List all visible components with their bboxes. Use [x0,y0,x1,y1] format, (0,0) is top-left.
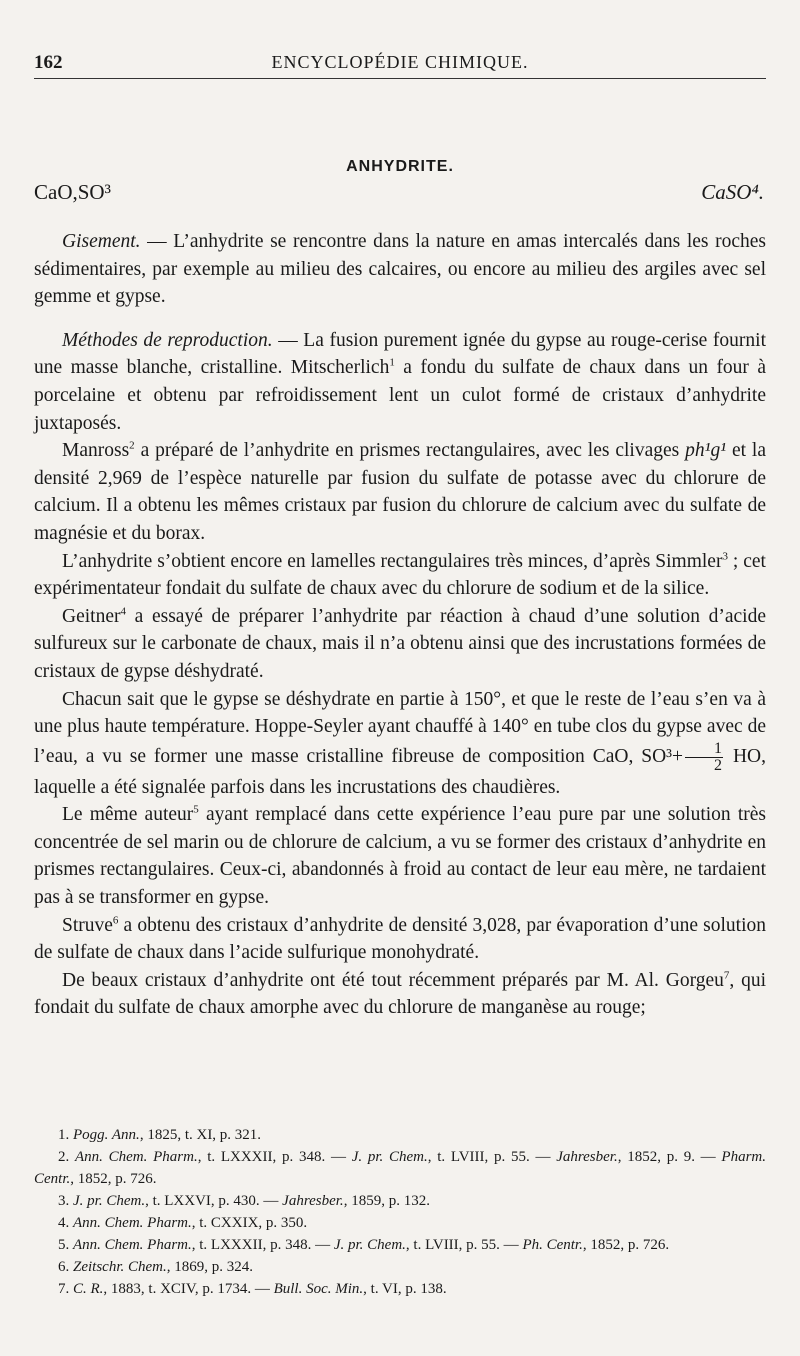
citation-detail: , 1883, t. XCIV, p. 1734. — [103,1281,274,1297]
citation-detail: , t. LVIII, p. 55. — [405,1237,523,1253]
citation-detail: , 1852, p. 9. — [617,1149,722,1165]
paragraph-methodes [34,327,766,437]
paragraph-struve [34,912,766,967]
paragraph-text: Manross [62,440,130,462]
citation-detail: , 1852, p. 726. [70,1171,157,1187]
cleavage-symbol: ph¹g¹ [685,440,727,462]
fraction-numerator: 1 [685,741,723,758]
paragraph-text: L’anhydrite s’obtient encore en lamelles rectangulaires très minces, d’après Simmler [62,550,723,572]
paragraph-lead: Gisement. [62,231,141,252]
footnote-2 [34,1146,766,1190]
footnote-5 [34,1234,766,1256]
paragraph-lead: Méthodes de reproduction. [62,329,273,351]
running-title: ENCYCLOPÉDIE CHIMIQUE. [271,52,529,72]
footnote-7 [34,1278,766,1300]
citation-title: Jahresber. [282,1193,344,1209]
citation-title: Jahresber. [556,1149,618,1165]
footnote-4 [34,1212,766,1234]
fraction [685,741,723,774]
paragraph-hoppe-seyler [34,686,766,802]
paragraph-gisement [34,228,766,311]
footnote-6 [34,1256,766,1278]
citation-title: Bull. Soc. Min. [273,1281,364,1297]
paragraph-text: — La fusion purement ignée du gypse au rouge-cerise fournit une masse blanche, cristalline. Mitscherlich [34,329,766,379]
footnote-number: 7. [58,1281,73,1297]
paragraph-text: a obtenu des cristaux d’anhydrite de densité 3,028, par évaporation d’une solution de sulfate de chaux dans l’acide sulfurique monohydraté. [34,914,766,964]
citation-title: C. R. [73,1281,104,1297]
footnotes [34,1124,766,1300]
citation-title: Pogg. Ann. [73,1127,140,1143]
footnote-number: 2. [58,1149,75,1165]
citation-detail: , 1869, p. 324. [166,1259,253,1275]
section-title: ANHYDRITE. [346,158,454,175]
citation-detail: , t. LXXXII, p. 348. — [197,1149,352,1165]
citation-detail: , t. VI, p. 138. [363,1281,447,1297]
footnote-ref: 5 [193,803,199,816]
citation-title: Ann. Chem. Pharm. [75,1149,198,1165]
paragraph-text: — L’anhydrite se rencontre dans la nature en amas intercalés dans les roches sédimentaires, par exemple au milieu des calcaires, ou encore au milieu des argiles avec sel gemme et gypse. [34,231,766,308]
fraction-denominator: 2 [714,756,723,774]
paragraph-text: et la densité 2,969 de l’espèce naturelle par fusion du sulfate de potasse avec du chlorure de calcium. Il a obtenu les mêmes cristaux par fusion du chlorure de calcium avec du sulfate de magnésie et du borax. [34,440,766,544]
paragraph-meme-auteur [34,801,766,911]
paragraph-simmler [34,548,766,603]
footnote-3 [34,1190,766,1212]
paragraph-text: a fondu du sulfate de chaux dans un four à porcelaine et obtenu par refroidissement lent un culot formé de cristaux d’anhydrite juxtaposés. [34,357,767,434]
citation-detail: , 1825, t. XI, p. 321. [139,1127,262,1143]
running-header [34,48,766,79]
footnote-ref: 6 [112,914,119,927]
body-text [34,228,766,1022]
citation-detail: , 1852, p. 726. [582,1237,670,1253]
paragraph-text: ayant remplacé dans cette expérience l’eau pure par une solution très concentrée de sel marin ou de chlorure de calcium, a vu se former des cristaux d’anhydrite en prismes rectangulaires. Ceux-ci, abandonnés à froid au contact de leur eau mère, ne tardaient pas à se transformer en gypse. [34,804,766,909]
paragraph-text: Struve [62,914,113,936]
paragraph-gorgeu [34,967,766,1022]
paragraph-text: De beaux cristaux d’anhydrite ont été tout récemment préparés par M. Al. Gorgeu [62,969,724,991]
paragraph-text: a essayé de préparer l’anhydrite par réaction à chaud d’une solution d’acide sulfureux sur le carbonate de chaux, mais il n’a obtenu ainsi que des incrustations formées de cristaux de gypse déshydraté. [34,605,766,682]
footnote-ref: 3 [722,550,728,563]
citation-title: Zeitschr. Chem. [73,1259,167,1275]
paragraph-text: , qui fondait du sulfate de chaux amorphe avec du chlorure de manganèse au rouge; [34,969,766,1019]
footnote-number: 5. [58,1237,73,1253]
paragraph-geitner [34,603,766,686]
citation-title: Ann. Chem. Pharm. [73,1215,192,1231]
footnote-ref: 7 [723,969,730,982]
citation-detail: , t. LXXXII, p. 348. — [191,1237,334,1253]
footnote-1 [34,1124,766,1146]
citation-title: Ann. Chem. Pharm. [73,1237,192,1253]
citation-detail: , 1859, p. 132. [343,1193,430,1209]
footnote-number: 6. [58,1259,73,1275]
paragraph-text: Le même auteur [62,804,194,826]
footnote-ref: 4 [120,605,126,618]
paragraph-text: a préparé de l’anhydrite en prismes rectangulaires, avec les clivages [134,440,686,462]
citation-detail: , t. LXXVI, p. 430. — [145,1193,283,1209]
citation-detail: , t. CXXIX, p. 350. [191,1215,308,1231]
citation-title: Pharm. Centr. [34,1149,767,1187]
formula-atomic: CaSO⁴. [701,180,764,204]
footnote-number: 1. [58,1127,73,1143]
page-number: 162 [34,52,63,73]
footnote-number: 4. [58,1215,73,1231]
paragraph-text: ; cet expérimentateur fondait du sulfate de chaux avec du chlorure de sodium et de la silice. [34,550,766,600]
citation-title: J. pr. Chem. [73,1193,146,1209]
footnote-ref: 2 [129,439,135,452]
formula-dualistic: CaO,SO³ [34,180,111,204]
citation-title: J. pr. Chem. [333,1237,406,1253]
citation-title: Ph. Centr. [522,1237,583,1253]
paragraph-text: HO, laquelle a été signalée parfois dans les incrustations des chaudières. [34,745,766,798]
paragraph-text: Geitner [62,605,121,627]
footnote-number: 3. [58,1193,73,1209]
paragraph-text: Chacun sait que le gypse se déshydrate en partie à 150°, et que le reste de l’eau s’en va à une plus haute température. Hoppe-Seyler ayant chauffé à 140° en tube clos du gypse avec de l’eau, a vu se former une masse cristalline fibreuse de composition CaO, SO³+ [34,688,766,767]
citation-title: J. pr. Chem. [351,1149,428,1165]
citation-detail: , t. LVIII, p. 55. — [427,1149,557,1165]
footnote-ref: 1 [389,356,395,369]
paragraph-manross [34,437,766,547]
